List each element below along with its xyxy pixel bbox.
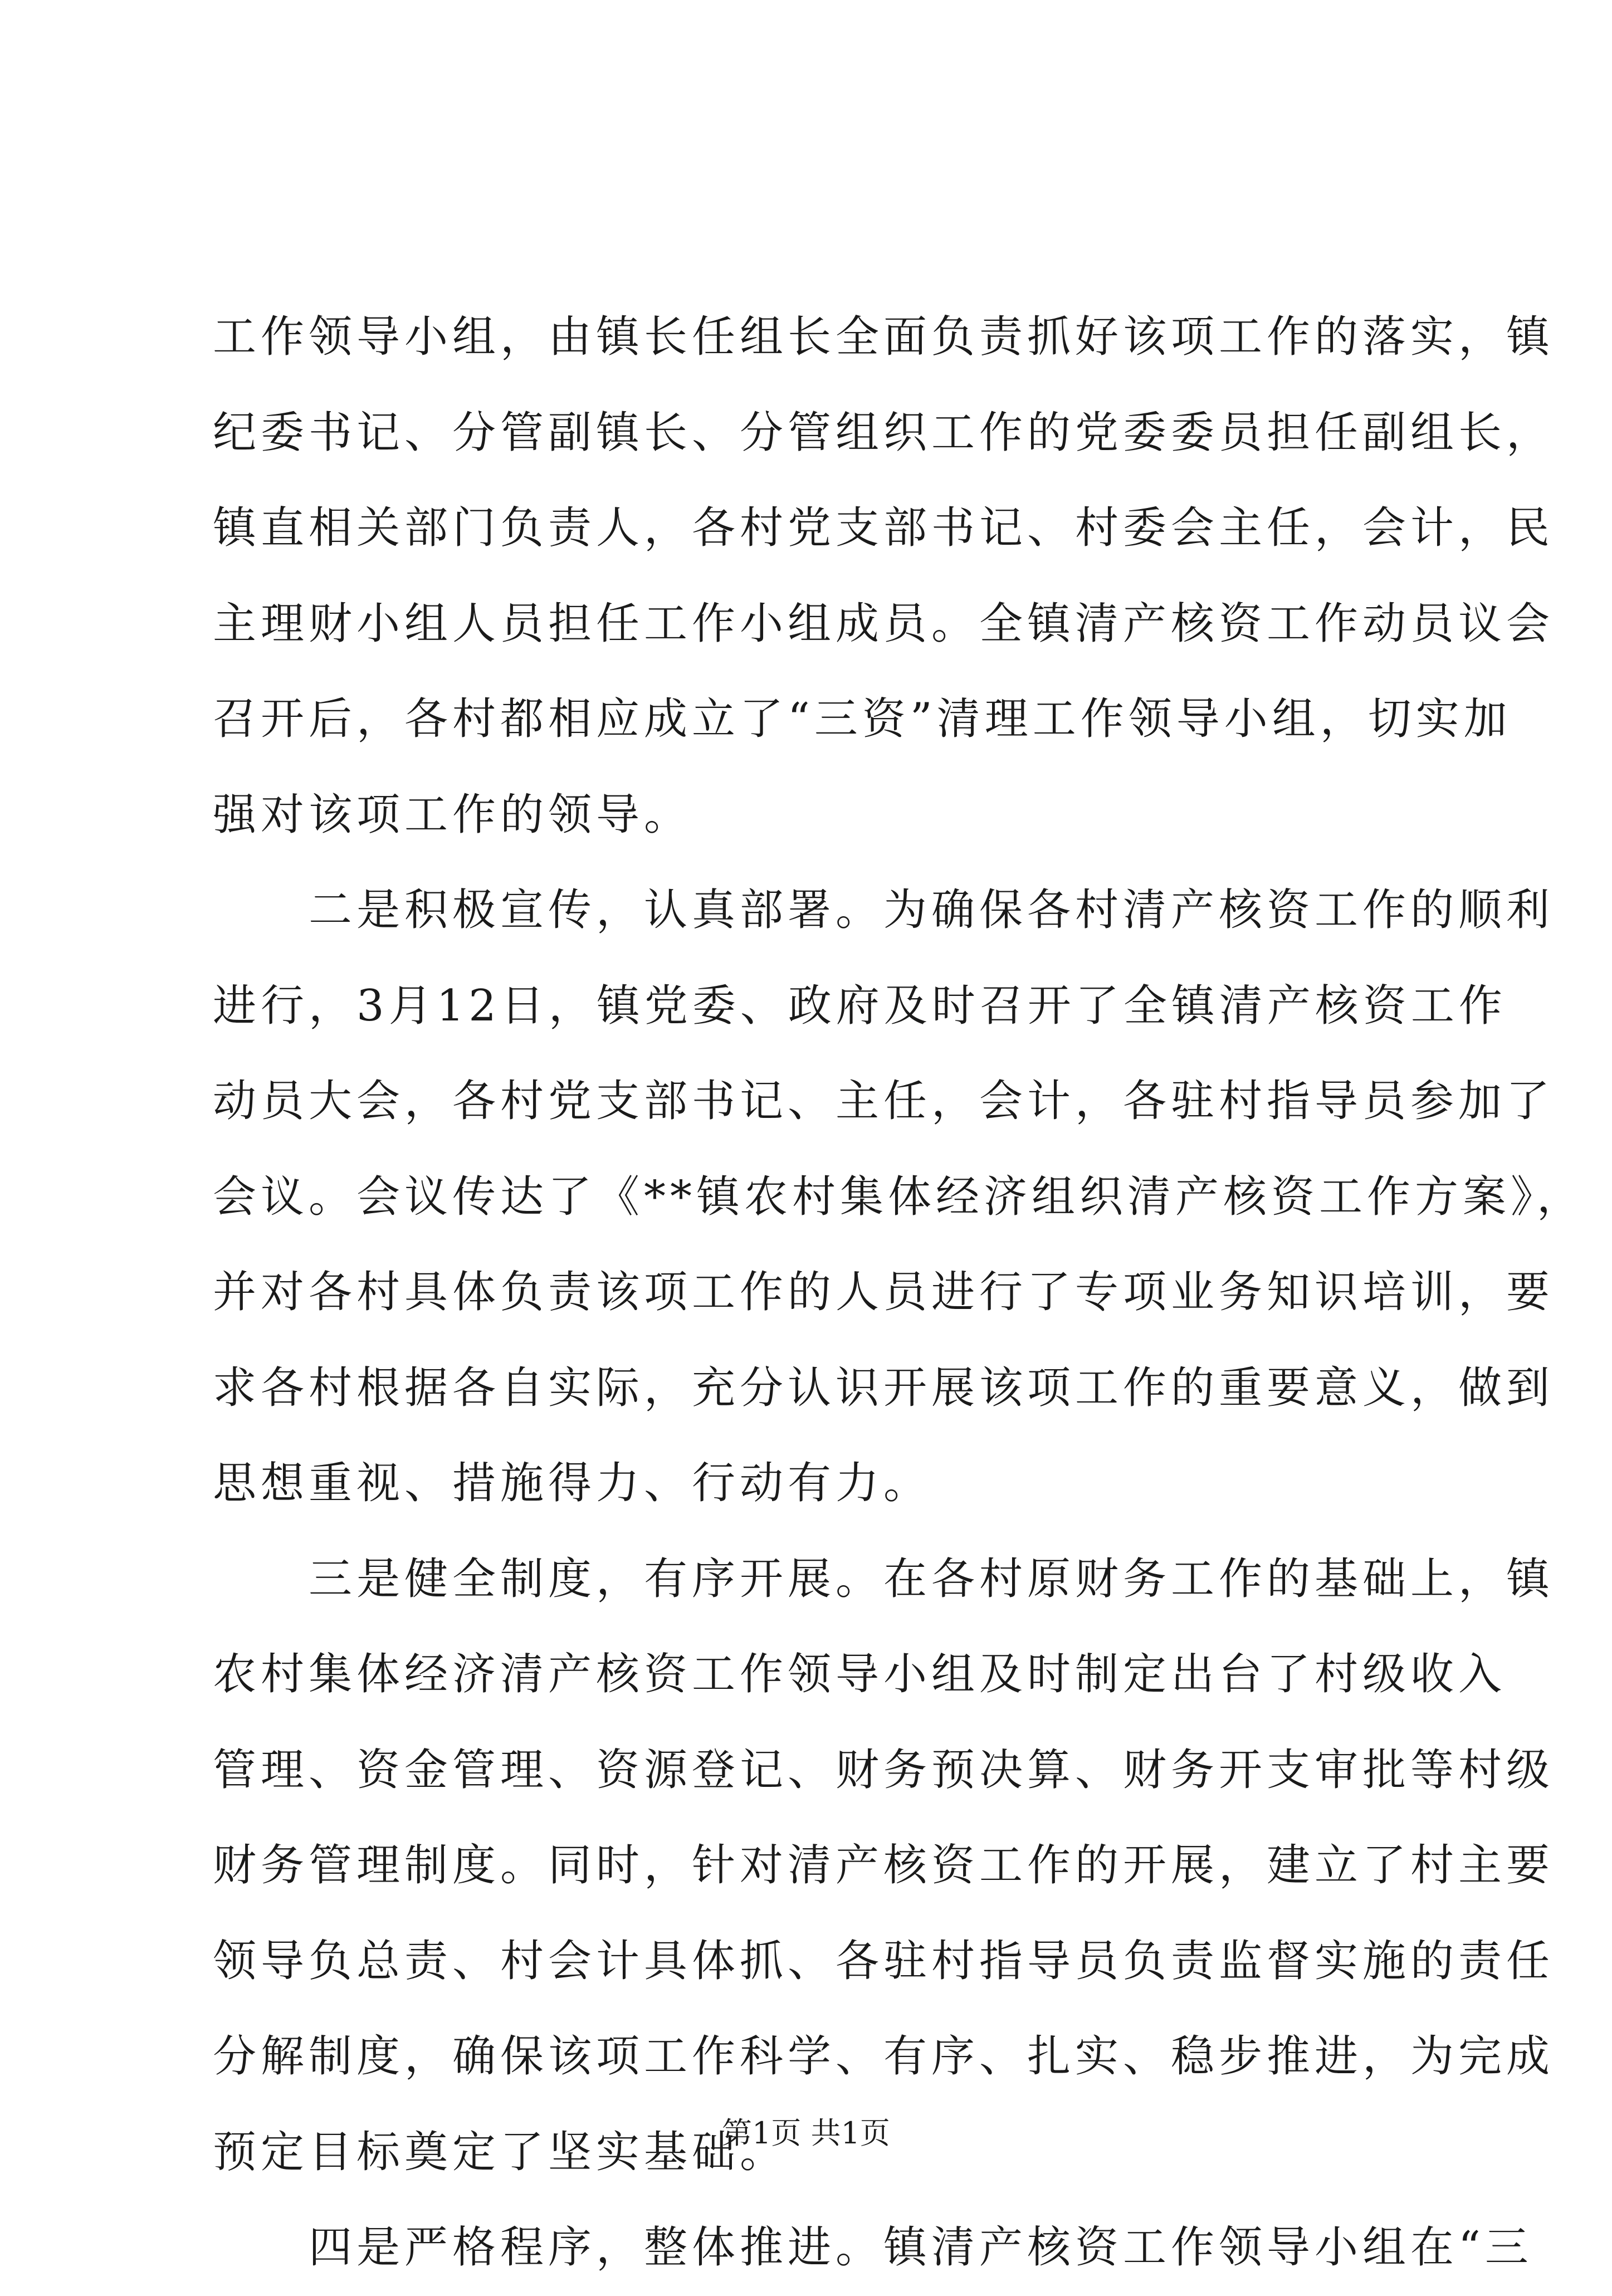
text-line: 召开后，各村都相应成立了“三资”清理工作领导小组，切实加 xyxy=(213,694,1512,744)
text-line: 动员大会，各村党支部书记、主任，会计，各驻村指导员参加了 xyxy=(213,1076,1555,1126)
text-line: 财务管理制度。同时，针对清产核资工作的开展，建立了村主要 xyxy=(213,1840,1555,1890)
text-line: 强对该项工作的领导。 xyxy=(213,789,692,840)
text-line: 领导负总责、村会计具体抓、各驻村指导员负责监督实施的责任 xyxy=(213,1936,1555,1986)
text-line: 进行，3月12日，镇党委、政府及时召开了全镇清产核资工作 xyxy=(213,980,1507,1031)
text-line: 农村集体经济清产核资工作领导小组及时制定出台了村级收入 xyxy=(213,1649,1507,1699)
text-line: 三是健全制度，有序开展。在各村原财务工作的基础上，镇 xyxy=(213,1554,1555,1604)
text-line: 纪委书记、分管副镇长、分管组织工作的党委委员担任副组长， xyxy=(213,407,1555,458)
text-line: 镇直相关部门负责人，各村党支部书记、村委会主任，会计，民 xyxy=(213,503,1555,553)
text-line: 二是积极宣传，认真部署。为确保各村清产核资工作的顺利 xyxy=(213,885,1555,935)
text-line: 管理、资金管理、资源登记、财务预决算、财务开支审批等村级 xyxy=(213,1745,1555,1795)
page-number-footer: 第1页 共1页 xyxy=(722,2116,890,2151)
text-line: 求各村根据各自实际，充分认识开展该项工作的重要意义，做到 xyxy=(213,1362,1555,1413)
text-line: 思想重视、措施得力、行动有力。 xyxy=(213,1458,932,1508)
document-body xyxy=(213,290,1585,2296)
text-line: 四是严格程序，整体推进。镇清产核资工作领导小组在“三 xyxy=(213,2222,1533,2273)
text-line: 分解制度，确保该项工作科学、有序、扎实、稳步推进，为完成 xyxy=(213,2031,1555,2082)
text-line: 主理财小组人员担任工作小组成员。全镇清产核资工作动员议会 xyxy=(213,598,1555,649)
text-line: 预定目标奠定了坚实基础。 xyxy=(213,2127,788,2177)
text-line: 工作领导小组，由镇长任组长全面负责抓好该项工作的落实，镇 xyxy=(213,312,1555,362)
text-line: 会议。会议传达了《**镇农村集体经济组织清产核资工作方案》， xyxy=(213,1171,1585,1222)
text-line: 并对各村具体负责该项工作的人员进行了专项业务知识培训，要 xyxy=(213,1267,1555,1317)
